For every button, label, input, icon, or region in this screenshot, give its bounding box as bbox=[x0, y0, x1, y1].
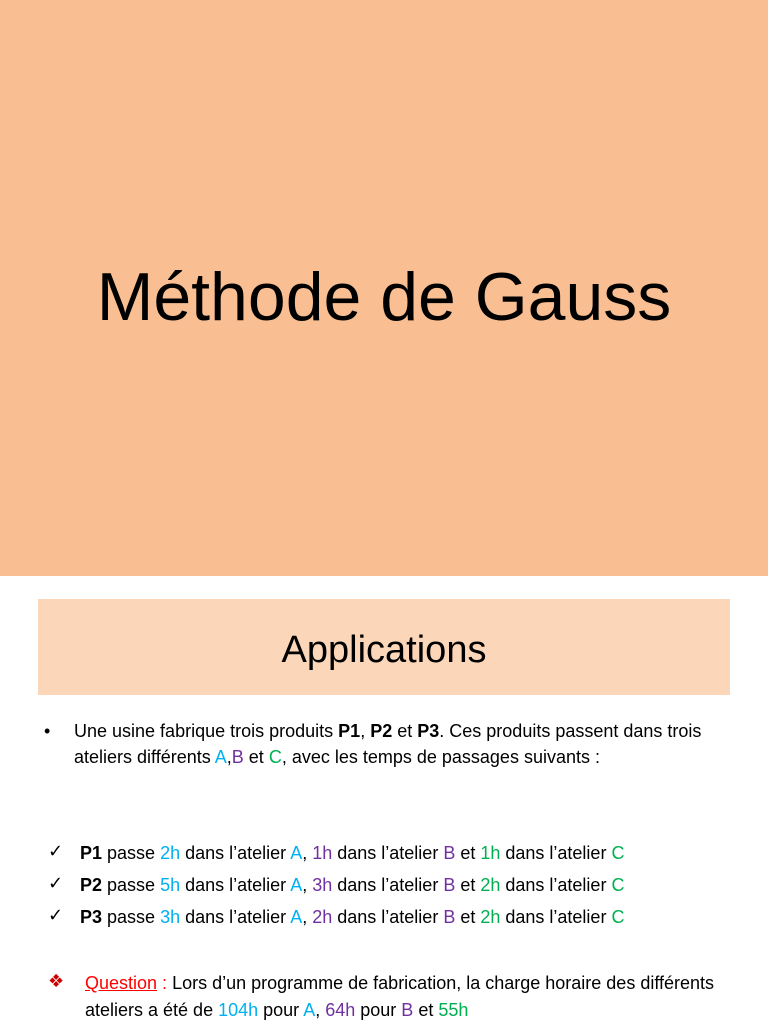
passage-row-text: P3 passe 3h dans l’atelier A, 2h dans l’atelier B et 2h dans l’atelier C bbox=[80, 907, 625, 927]
applications-title: Applications bbox=[281, 629, 487, 671]
checkmark-icon: ✓ bbox=[48, 905, 64, 925]
bullet-dot-icon: • bbox=[44, 721, 51, 741]
question-text: Question : Lors d’un programme de fabrication, la charge horaire des différents ateliers a été de 104h pour A, 64h pour B et 55h bbox=[85, 973, 715, 1020]
passage-row-text: P2 passe 5h dans l’atelier A, 3h dans l’atelier B et 2h dans l’atelier C bbox=[80, 875, 625, 895]
list-item bbox=[48, 839, 748, 871]
diamond-bullet-icon: ❖ bbox=[48, 971, 65, 991]
list-item bbox=[48, 871, 748, 903]
checkmark-icon: ✓ bbox=[48, 841, 64, 861]
applications-header bbox=[38, 599, 730, 695]
list-item bbox=[48, 903, 748, 935]
passage-row-text: P1 passe 2h dans l’atelier A, 1h dans l’atelier B et 1h dans l’atelier C bbox=[80, 843, 625, 863]
passage-times-list bbox=[48, 839, 748, 935]
intro-text: Une usine fabrique trois produits P1, P2 et P3. Ces produits passent dans trois ateliers différents A,B et C, avec les temps de passages suivants : bbox=[74, 721, 702, 767]
checkmark-icon: ✓ bbox=[48, 873, 64, 893]
question-label: Question bbox=[85, 973, 158, 993]
slide-title: Méthode de Gauss bbox=[96, 259, 672, 335]
